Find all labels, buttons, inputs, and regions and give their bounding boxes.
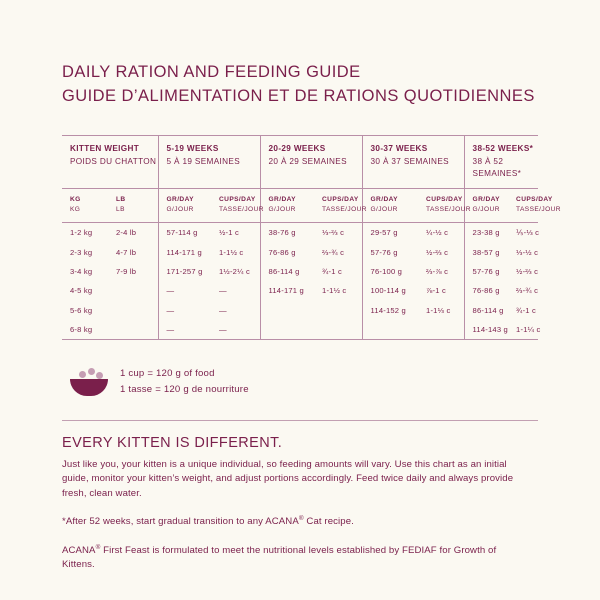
subheader-lb-fr: LB [116, 206, 125, 214]
group-header-weight-fr: POIDS DU CHATTON [70, 156, 157, 166]
cell-cups-2 [314, 320, 362, 340]
cell-cups-1: — [219, 286, 227, 296]
section-title: EVERY KITTEN IS DIFFERENT. [62, 434, 283, 451]
cell-grday-4: 57-76 g [464, 262, 508, 281]
cell-kg: 3-4 kg [70, 266, 93, 276]
group-header-38-52-fr: 38 À 52 SEMAINES* [472, 156, 522, 179]
cell-cups-4: 1-1¼ c [508, 320, 538, 340]
table-row [62, 301, 538, 320]
page-title [62, 0, 538, 109]
cell-grday-1: — [158, 301, 211, 320]
subheader-kg-fr: KG [70, 206, 81, 214]
subheader-grday-1-en: GR/DAY [166, 195, 194, 203]
group-header-5-19-fr: 5 À 19 SEMAINES [166, 156, 241, 166]
subheader-cups-3-fr: TASSE/JOUR [426, 206, 471, 214]
group-header-weight [62, 135, 158, 188]
cup-note-en: 1 cup = 120 g of food [120, 368, 215, 380]
cell-kg: 5-6 kg [70, 305, 93, 315]
food-bowl-icon [70, 367, 108, 397]
cell-grday-2 [260, 301, 314, 320]
cell-grday-3: 57-76 g [362, 242, 418, 261]
table-row [62, 320, 538, 340]
cell-kg: 2-3 kg [70, 247, 93, 257]
group-header-weight-en: KITTEN WEIGHT [70, 143, 140, 153]
fediaf-post: First Feast is formulated to meet the nutritional levels established by FEDIAF for Growth of Kittens. [62, 544, 497, 571]
cell-kg: 6-8 kg [62, 320, 108, 340]
subheader-cups-1-en: CUPS/DAY [219, 195, 256, 203]
paragraph-feeding-advice: Just like you, your kitten is a unique individual, so feeding amounts will vary. Use this chart as an initial guide, monitor your kitten’s weight, and adjust portions accordingly. Feed twice daily and always provide fresh, clean water. [62, 458, 514, 499]
registered-mark-icon: ® [298, 515, 304, 523]
cell-cups-1: ½-1 c [219, 228, 239, 238]
group-header-20-29-fr: 20 À 29 SEMAINES [268, 156, 347, 166]
subheader-kg-en: KG [70, 195, 81, 203]
group-header-30-37 [362, 135, 464, 188]
group-header-30-37-en: 30-37 WEEKS [370, 143, 428, 153]
group-header-5-19-en: 5-19 WEEKS [166, 143, 219, 153]
cell-cups-4: ⅓-½ c [516, 247, 539, 257]
cell-cups-2: ⅓-⅔ c [322, 228, 345, 238]
paragraph-transition-note [62, 514, 530, 530]
table-row [62, 262, 538, 281]
cell-grday-1: — [158, 281, 211, 300]
cell-cups-3 [418, 320, 464, 340]
group-header-20-29-en: 20-29 WEEKS [268, 143, 326, 153]
subheader-cups-4-fr: TASSE/JOUR [516, 206, 561, 214]
cell-cups-1: — [219, 305, 227, 315]
subheader-grday-2 [260, 188, 314, 222]
subheader-cups-4 [508, 188, 561, 222]
cell-kg: 1-2 kg [70, 228, 93, 238]
subheader-lb-en: LB [116, 195, 126, 203]
table-group-header-row [62, 135, 538, 188]
group-header-38-52 [464, 135, 538, 188]
cell-grday-4: 23-38 g [464, 223, 508, 243]
subheader-grday-3-fr: G/JOUR [370, 206, 398, 214]
transition-note-post: Cat recipe. [303, 516, 354, 528]
cell-cups-4: ⅔-¾ c [516, 286, 539, 296]
group-header-38-52-en: 38-52 WEEKS* [472, 143, 534, 153]
cell-cups-3: ⅔-⅞ c [426, 266, 449, 276]
subheader-grday-1-fr: G/JOUR [166, 206, 194, 214]
cell-grday-1: 114-171 g [158, 242, 211, 261]
transition-note-pre: *After 52 weeks, start gradual transition to any ACANA [62, 516, 299, 528]
cell-grday-1: 57-114 g [158, 223, 211, 243]
cell-cups-4: ⅕-⅓ c [516, 228, 540, 238]
title-english: DAILY RATION AND FEEDING GUIDE [62, 63, 361, 81]
cell-lb [108, 301, 158, 320]
cell-lb [108, 281, 158, 300]
cell-cups-3: 1-1⅓ c [426, 305, 451, 315]
subheader-cups-3 [418, 188, 471, 222]
cell-cups-4: ½-⅔ c [516, 266, 539, 276]
cell-grday-3 [362, 320, 418, 340]
cell-cups-4: ¾-1 c [516, 305, 537, 315]
group-header-20-29 [260, 135, 362, 188]
cell-grday-2: 86-114 g [260, 262, 314, 281]
table-subheader-row [62, 188, 538, 222]
subheader-grday-2-fr: G/JOUR [268, 206, 296, 214]
paragraph-fediaf-statement [62, 543, 530, 573]
cell-lb: 2-4 lb [116, 228, 137, 238]
cell-kg: 4-5 kg [70, 286, 93, 296]
cell-lb: 7-9 lb [116, 266, 137, 276]
cell-grday-4: 38-57 g [464, 242, 508, 261]
cell-cups-3: ¼-½ c [426, 228, 449, 238]
feeding-table-wrapper [62, 135, 561, 340]
cell-lb: 4-7 lb [116, 247, 137, 257]
table-row [62, 281, 538, 300]
subheader-cups-2 [314, 188, 367, 222]
cup-note-text [120, 366, 249, 398]
feeding-table [62, 135, 561, 340]
cell-grday-4: 76-86 g [464, 281, 508, 300]
cell-grday-3: 29-57 g [362, 223, 418, 243]
cell-grday-2 [260, 320, 314, 340]
subheader-cups-4-en: CUPS/DAY [516, 195, 553, 203]
cell-grday-3: 100-114 g [362, 281, 418, 300]
cell-grday-1: — [158, 320, 211, 340]
cell-cups-2: ⅔-¾ c [322, 247, 345, 257]
cell-grday-4: 114-143 g [464, 320, 508, 340]
cell-grday-2: 114-171 g [260, 281, 314, 300]
subheader-grday-3 [362, 188, 418, 222]
subheader-cups-1 [211, 188, 264, 222]
group-header-30-37-fr: 30 À 37 SEMAINES [370, 156, 449, 166]
title-french: GUIDE D’ALIMENTATION ET DE RATIONS QUOTIDIENNES [62, 87, 535, 106]
cell-grday-1: 171-257 g [158, 262, 211, 281]
registered-mark-icon: ® [95, 543, 101, 551]
cell-cups-1: 1½-2¼ c [219, 266, 250, 276]
table-row [62, 242, 538, 261]
cell-cups-1: 1-1½ c [219, 247, 244, 257]
cell-cups-3: ½-⅔ c [426, 247, 449, 257]
subheader-cups-1-fr: TASSE/JOUR [219, 206, 264, 214]
cell-grday-3: 114-152 g [362, 301, 418, 320]
subheader-cups-2-fr: TASSE/JOUR [322, 206, 367, 214]
cell-cups-2: ¾-1 c [322, 266, 343, 276]
subheader-grday-4-en: GR/DAY [472, 195, 500, 203]
cell-cups-2: 1-1½ c [322, 286, 347, 296]
group-header-5-19 [158, 135, 260, 188]
cell-cups-3: ⅞-1 c [426, 286, 447, 296]
table-row [62, 223, 538, 243]
cell-cups-1: — [211, 320, 260, 340]
cell-grday-3: 76-100 g [362, 262, 418, 281]
subheader-cups-2-en: CUPS/DAY [322, 195, 359, 203]
cell-grday-2: 38-76 g [260, 223, 314, 243]
fediaf-pre: ACANA [62, 544, 96, 556]
cell-lb [108, 320, 158, 340]
subheader-grday-4-fr: G/JOUR [472, 206, 500, 214]
cell-grday-4: 86-114 g [464, 301, 508, 320]
subheader-cups-3-en: CUPS/DAY [426, 195, 463, 203]
subheader-grday-1 [158, 188, 211, 222]
subheader-grday-3-en: GR/DAY [370, 195, 398, 203]
subheader-kg [62, 188, 108, 222]
cell-grday-2: 76-86 g [260, 242, 314, 261]
subheader-lb [108, 188, 158, 222]
section-divider [62, 420, 538, 421]
cup-conversion-note [62, 366, 538, 398]
subheader-grday-2-en: GR/DAY [268, 195, 296, 203]
cup-note-fr: 1 tasse = 120 g de nourriture [120, 384, 249, 396]
cell-cups-2 [314, 301, 362, 320]
